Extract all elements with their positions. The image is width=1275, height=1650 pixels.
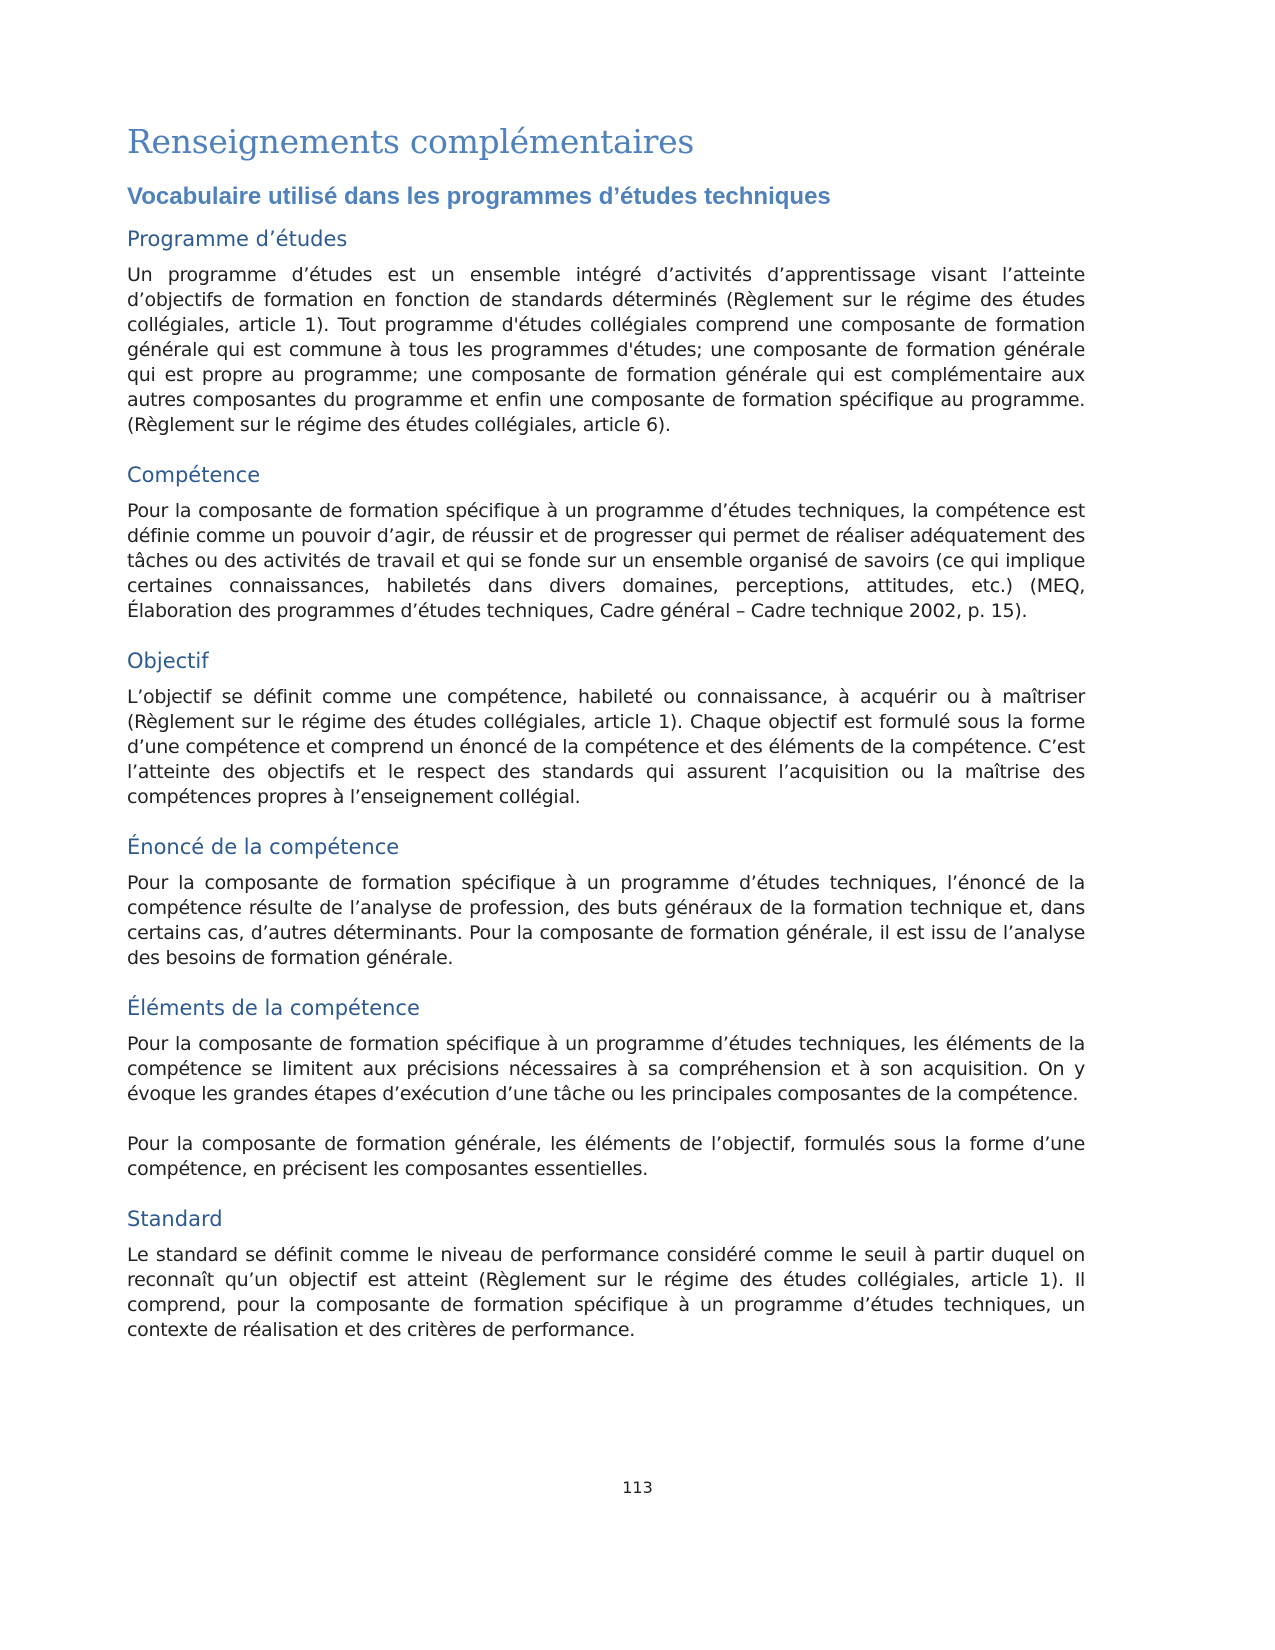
page-number: 113 bbox=[622, 1478, 653, 1497]
paragraph: Pour la composante de formation spécifique à un programme d’études techniques, les éléments de la compétence se limitent aux précisions nécessaires à sa compréhension et à son acquisition. On y évoque les grandes étapes d’exécution d’une tâche ou les principales composantes de la compétence. bbox=[127, 1033, 1085, 1105]
section-heading: Énoncé de la compétence bbox=[127, 835, 400, 859]
paragraph: Pour la composante de formation spécifique à un programme d’études techniques, l’énoncé de la compétence résulte de l’analyse de profession, des buts généraux de la formation technique et, dans certains cas, d’autres déterminants. Pour la composante de formation générale, il est issu de l’analyse des besoins de formation générale. bbox=[127, 872, 1085, 969]
document-page bbox=[127, 122, 1085, 1368]
section-elements bbox=[127, 996, 1085, 1182]
section-enonce bbox=[127, 835, 1085, 971]
section-objectif bbox=[127, 649, 1085, 810]
section-competence bbox=[127, 463, 1085, 624]
section-heading: Programme d’études bbox=[127, 227, 348, 251]
paragraph: Le standard se définit comme le niveau de performance considéré comme le seuil à partir duquel on reconnaît qu’un objectif est atteint (Règlement sur le régime des études collégiales, article 1). Il comprend, pour la composante de formation spécifique à un programme d’études techniques, un contexte de réalisation et des critères de performance. bbox=[127, 1244, 1085, 1341]
paragraph: Un programme d’études est un ensemble intégré d’activités d’apprentissage visant l’atteinte d’objectifs de formation en fonction de standards déterminés (Règlement sur le régime des études collégiales, article 1). Tout programme d'études collégiales comprend une composante de formation générale qui est commune à tous les programmes d'études; une composante de formation générale qui est propre au programme; une composante de formation générale qui est complémentaire aux autres composantes du programme et enfin une composante de formation spécifique au programme. (Règlement sur le régime des études collégiales, article 6). bbox=[127, 264, 1085, 436]
section-heading: Objectif bbox=[127, 649, 209, 673]
page-title: Renseignements complémentaires bbox=[127, 122, 694, 161]
section-programme bbox=[127, 227, 1085, 438]
paragraph: Pour la composante de formation générale, les éléments de l’objectif, formulés sous la forme d’une compétence, en précisent les composantes essentielles. bbox=[127, 1133, 1085, 1180]
section-subtitle: Vocabulaire utilisé dans les programmes d’études techniques bbox=[127, 183, 831, 210]
paragraph: L’objectif se définit comme une compétence, habileté ou connaissance, à acquérir ou à maîtriser (Règlement sur le régime des études collégiales, article 1). Chaque objectif est formulé sous la forme d’une compétence et comprend un énoncé de la compétence et des éléments de la compétence. C’est l’atteinte des objectifs et le respect des standards qui assurent l’acquisition ou la maîtrise des compétences propres à l’enseignement collégial. bbox=[127, 686, 1085, 808]
section-standard bbox=[127, 1207, 1085, 1343]
section-heading: Compétence bbox=[127, 463, 261, 487]
section-heading: Standard bbox=[127, 1207, 223, 1231]
section-heading: Éléments de la compétence bbox=[127, 996, 420, 1020]
paragraph: Pour la composante de formation spécifique à un programme d’études techniques, la compétence est définie comme un pouvoir d’agir, de réussir et de progresser qui permet de réaliser adéquatement des tâches ou des activités de travail et qui se fonde sur un ensemble organisé de savoirs (ce qui implique certaines connaissances, habiletés dans divers domaines, perceptions, attitudes, etc.) (MEQ, Élaboration des programmes d’études techniques, Cadre général – Cadre technique 2002, p. 15). bbox=[127, 500, 1085, 622]
